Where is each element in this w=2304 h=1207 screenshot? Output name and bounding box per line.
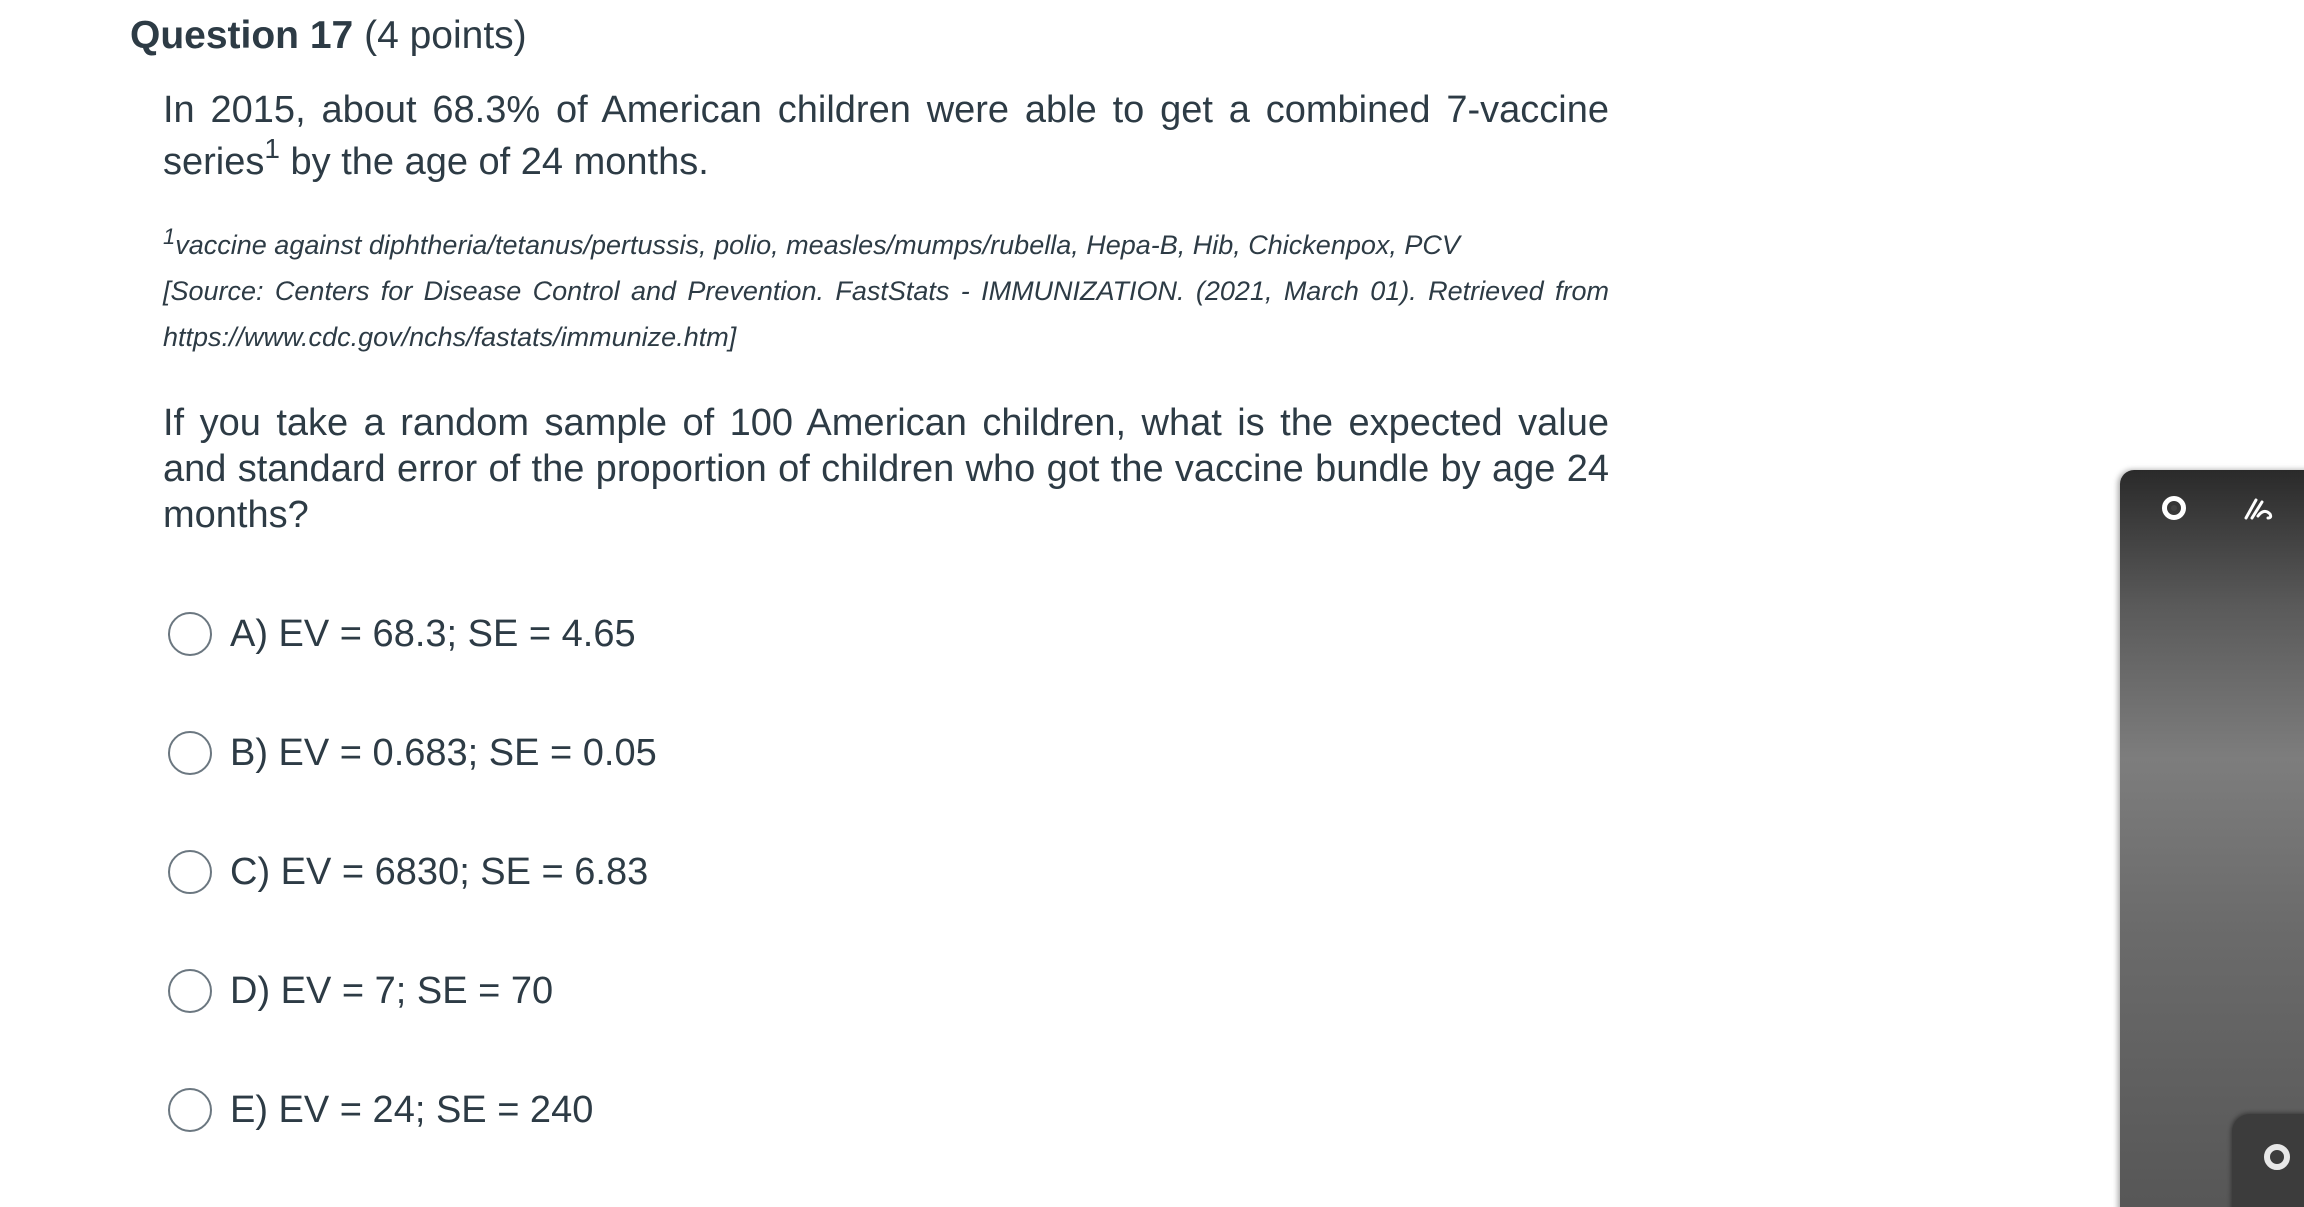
footnote bbox=[163, 222, 1609, 360]
answer-option-c[interactable] bbox=[168, 845, 657, 964]
answer-label-b[interactable]: B) EV = 0.683; SE = 0.05 bbox=[230, 732, 657, 774]
radio-button-d[interactable] bbox=[168, 969, 212, 1013]
circle-tool-icon[interactable] bbox=[2264, 1144, 2290, 1170]
intro-text-end: by the age of 24 months. bbox=[279, 141, 709, 183]
answer-option-d[interactable] bbox=[168, 964, 657, 1083]
question-body bbox=[163, 84, 1609, 538]
radio-button-a[interactable] bbox=[168, 612, 212, 656]
source-citation: [Source: Centers for Disease Control and Prevention. FastStats - IMMUNIZATION. (2021, March 01). Retrieved from https://www.cdc.gov/nchs/fastats/immunize.htm] bbox=[163, 276, 1609, 352]
annotation-toolbar bbox=[2120, 470, 2304, 1207]
footnote-text: vaccine against diphtheria/tetanus/pertussis, polio, measles/mumps/rubella, Hepa-B, Hib, Chickenpox, PCV bbox=[175, 230, 1460, 260]
question-prompt: If you take a random sample of 100 American children, what is the expected value and standard error of the proportion of children who got the vaccine bundle by age 24 months? bbox=[163, 402, 1609, 536]
tool-panel bbox=[2232, 1114, 2304, 1207]
answer-option-a[interactable] bbox=[168, 607, 657, 726]
question-title: Question 17 bbox=[130, 14, 354, 57]
intro-text: In 2015, about 68.3% of American children were able to get a combined 7-vaccine series bbox=[163, 89, 1609, 183]
radio-button-b[interactable] bbox=[168, 731, 212, 775]
footnote-marker: 1 bbox=[163, 224, 176, 249]
question-intro bbox=[163, 84, 1609, 188]
intro-footnote-marker: 1 bbox=[264, 133, 280, 164]
answer-label-e[interactable]: E) EV = 24; SE = 240 bbox=[230, 1089, 594, 1131]
radio-button-c[interactable] bbox=[168, 850, 212, 894]
answer-option-e[interactable] bbox=[168, 1083, 657, 1202]
radio-button-e[interactable] bbox=[168, 1088, 212, 1132]
pen-tool-icon[interactable] bbox=[2242, 492, 2276, 526]
circle-tool-icon[interactable] bbox=[2162, 496, 2186, 520]
answer-list bbox=[168, 607, 657, 1202]
question-header bbox=[130, 10, 527, 62]
question-points: (4 points) bbox=[364, 14, 527, 57]
answer-label-c[interactable]: C) EV = 6830; SE = 6.83 bbox=[230, 851, 649, 893]
answer-option-b[interactable] bbox=[168, 726, 657, 845]
answer-label-a[interactable]: A) EV = 68.3; SE = 4.65 bbox=[230, 613, 636, 655]
answer-label-d[interactable]: D) EV = 7; SE = 70 bbox=[230, 970, 554, 1012]
footnote-line bbox=[163, 222, 1609, 268]
